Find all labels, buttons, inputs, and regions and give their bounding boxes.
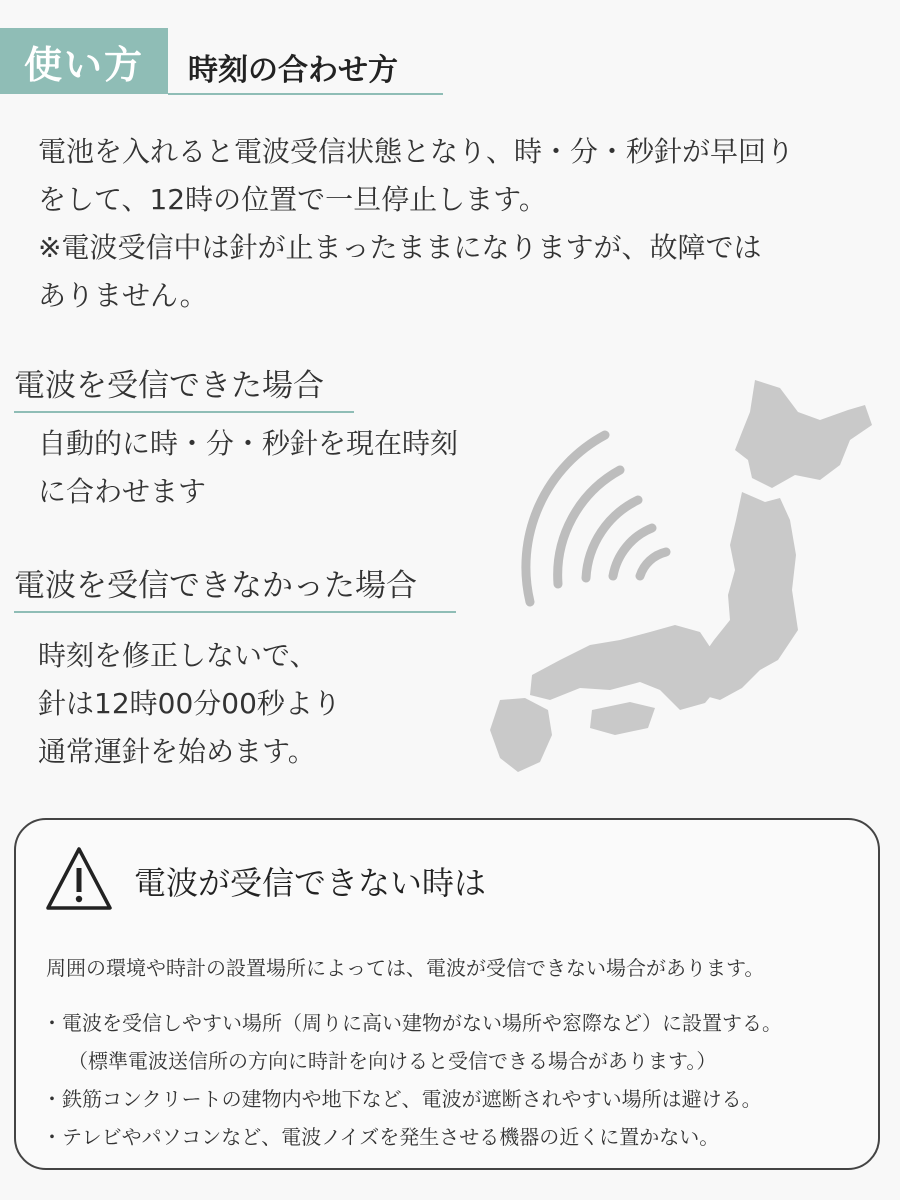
warning-lead: 周囲の環境や時計の設置場所によっては、電波が受信できない場合があります。 [46, 956, 765, 980]
warning-box [14, 818, 880, 1170]
warning-title: 電波が受信できない時は [134, 864, 487, 902]
usage-badge: 使い方 [0, 28, 168, 94]
header-underline [168, 93, 443, 95]
not-received-text [38, 632, 341, 776]
intro-line: ※電波受信中は針が止まったままになりますが、故障では [38, 231, 762, 264]
warning-triangle-icon [44, 844, 114, 914]
not-received-heading: 電波を受信できなかった場合 [14, 560, 456, 613]
received-line: 自動的に時・分・秒針を現在時刻 [38, 427, 459, 460]
page-title: 時刻の合わせ方 [188, 53, 398, 88]
intro-text [38, 128, 868, 320]
not-received-line: 通常運針を始めます。 [38, 735, 316, 768]
intro-line: をして、12時の位置で一旦停止します。 [38, 183, 547, 216]
japan-map-illustration [480, 370, 890, 780]
radio-waves-icon [526, 435, 666, 602]
list-item: ・テレビやパソコンなど、電波ノイズを発生させる機器の近くに置かない。 [42, 1125, 720, 1149]
received-text [38, 420, 458, 516]
received-heading: 電波を受信できた場合 [14, 360, 354, 413]
not-received-line: 時刻を修正しないで、 [38, 639, 318, 672]
list-item: ・鉄筋コンクリートの建物内や地下など、電波が遮断されやすい場所は避ける。 [42, 1087, 762, 1111]
list-item: ・電波を受信しやすい場所（周りに高い建物がない場所や窓際など）に設置する。 [42, 1011, 782, 1035]
warning-list [42, 1004, 782, 1156]
intro-line: ありません。 [38, 279, 208, 312]
japan-shape [490, 380, 872, 772]
received-line: に合わせます [38, 475, 207, 508]
not-received-line: 針は12時00分00秒より [38, 687, 341, 720]
list-item: （標準電波送信所の方向に時計を向けると受信できる場合があります。） [68, 1049, 717, 1073]
intro-line: 電池を入れると電波受信状態となり、時・分・秒針が早回り [38, 135, 795, 168]
section-header [0, 0, 445, 96]
